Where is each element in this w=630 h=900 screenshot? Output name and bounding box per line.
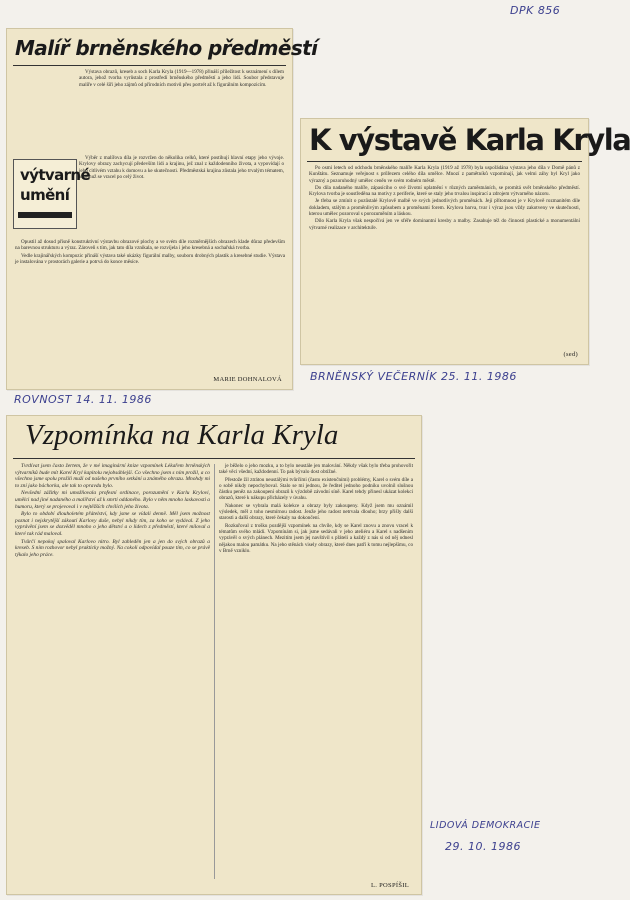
title-rule — [307, 161, 582, 162]
clipping-title: Vzpomínka na Karla Kryla — [25, 419, 339, 451]
clipping-vzpominka — [6, 415, 422, 895]
clipping-column-right — [219, 463, 413, 873]
column-divider — [214, 464, 215, 879]
rubric-line-1: výtvarné — [20, 166, 91, 184]
author-signature: (sed) — [563, 351, 578, 358]
paragraph: Výběr z malířova díla je rozvržen do několika celků, které postihují hlavní etapy jeho vývoje. Krylovy obrazy zachycují především lidi a krajinu, jež znal z každodenního života, a vypovídají o jeho citlivém vztahu k domovu a ke skutečnosti. Předměstská krajina zůstala jeho trvalým tématem, k němuž se vracel po celý život. — [79, 155, 284, 180]
paragraph: Dílo Karla Kryla však nespočívá jen ve sféře dominantní kresby a malby. Zasahuje též do činnosti plastické a monumentální výtvarné realizace v architektuře. — [309, 218, 580, 231]
rubric-box — [13, 159, 91, 229]
clipping-body-top — [79, 69, 284, 153]
source-note-lidova-demokracie: LIDOVÁ DEMOKRACIE — [430, 820, 541, 831]
clipping-body — [309, 165, 580, 345]
author-signature: MARIE DOHNALOVÁ — [213, 376, 282, 383]
paragraph: Je třeba se zmínit o pozůstalé Krylově malbě ve svých jednotlivých proměnách. Její přítomnost je v Krylově rozmanitém díle dokladem, stálým a proměnlivým způsobem a proměnami forem. Krylova barva, tvar i výraz jsou vždy zakotveny ve skutečnosti, kterou umělec pozoroval s porozuměním a láskou. — [309, 198, 580, 218]
clipping-title: K výstavě Karla Kryla — [309, 123, 630, 157]
title-rule — [13, 65, 286, 66]
clipping-title: Malíř brněnského předměstí — [15, 36, 318, 60]
paragraph: Tvůrčí nepokoj spaloval Karlovo nitro. Byl zahleděn jen a jen do svých obrazů a kreseb. S ním rozhovor nebyl prakticky možný. Na cokoli odpovídal pouze tím, co se právě týkalo jeho práce. — [15, 538, 210, 558]
archive-code: DPK 856 — [510, 4, 561, 17]
paragraph: Rozkuřoval z trošku pozdější vzpomínek na chvíle, kdy se Karel znovu a znovu vracel k tématům svého mládí. Vzpomínám si, jak jsme sedávali v jeho ateliéru a Karel s nadšením vyprávěl o svých plánech. Mezitím jsem jej navštívil s přáteli a každý z nás si od něj odnesl nějakou malou památku. Na jeho stěnách visely obrazy, které dnes patří k tomu nejlepšímu, co v Brně vzniklo. — [219, 522, 413, 554]
paragraph: Nevšední zážitky mi umožňovala profesní ordinace, porozumění v Karlu Krylovi, umělci nad jiné nadaného a malířství až k smrti oddaného. Bylo v něm mnoho laskavosti a humoru, který se projevoval i v nejtěžších chvílích jeho života. — [15, 490, 210, 510]
paragraph: je běželo o jeho mozku, a to bylo neustále jen malování. Někdy však bylo třeba prohovořit také věci všední, každodenní. To pak bývalo dost obtížné. — [219, 463, 413, 476]
paragraph: Po osmi letech od odchodu brněnského malíře Karla Kryla (1919 až 1978) byla uspořádána výstava jeho díla v Domě pánů z Kunštátu. Seznamuje veřejnost s průřezem celého díla umělce. Mnozí z pamětníků vzpomínají, jak velmi záhy byl Kryl jako výrazný a pozoruhodný umělec ceněn ve svém rodném městě. — [309, 165, 580, 184]
paragraph: Nakonec se vybrala malá kolekce a obrazy byly zakoupeny. Když jsem mu oznámil výsledek, měl z toho nesmírnou radost. Jenže jeho radost netrvala dlouho; brzy přišly další starosti a další obrazy, které čekaly na dokončení. — [219, 502, 413, 522]
title-rule — [13, 458, 415, 459]
rubric-line-2: umění — [20, 186, 70, 204]
rubric-bar — [18, 212, 72, 218]
paragraph: Bylo to období dlouholetém přátelství, kdy jsme se vídali denně. Měl jsem možnost poznat i nejskrytější zákoutí Karlovy duše, nebyl nikdy tím, za koho se vydával. Z jeho vyprávění jsem se dozvěděl mnoho o jeho dětství a o lidech z předměstí, které miloval a které tak rád maloval. — [15, 511, 210, 537]
clipping-column-left — [15, 463, 210, 883]
paragraph: Do díla nadaného malíře, zápasícího o své životní uplatnění v různých zaměstnáních, se promítá svět brněnského předměstí. Krylova tvorba je soustředěna na motivy z periferie, které se staly jeho trvalou inspirací a zdrojem výtvarného názoru. — [309, 184, 580, 198]
paragraph: Výstava obrazů, kreseb a soch Karla Kryla (1919—1978) přináší příležitost k seznámení s dílem autora, jehož tvorba vyrůstala z prostředí brněnského předměstí a jeho lidí. Soubor představuje malíře v celé šíři jeho zájmů od přírodních motivů přes portrét až k figurálním kompozicím. — [79, 69, 284, 88]
clipping-k-vystave — [300, 118, 630, 365]
clipping-body-right — [79, 155, 284, 235]
paragraph: Tvrdívat jsem často žertem, že v mé imaginární knize vzpomínek Lékařem brněnských výtvarníků bude mít Karel Kryl kapitolu nejobsáhlejší. Co všechno jsem s ním prožil, a co všechno jsme spolu prožili muži od našeho prvního setkání u známého obrazu. Mnohdy mi to zní jako báchorka, ale tak to opravdu bylo. — [15, 463, 210, 489]
clipping-body-bottom — [15, 239, 285, 371]
source-note-rovnost: ROVNOST 14. 11. 1986 — [14, 393, 152, 406]
source-note-date: 29. 10. 1986 — [445, 840, 521, 853]
paragraph: Vedle krajinářských kompozic přináší výstava také ukázky figurální malby, souboru drobných plastik a kresebné studie. Výstava je instalována v prostorách galerie a potrvá do konce měsíce. — [15, 252, 285, 265]
author-signature: L. POSPÍŠIL — [371, 882, 409, 889]
source-note-vecernik: BRNĚNSKÝ VEČERNÍK 25. 11. 1986 — [310, 370, 517, 383]
clipping-malir — [6, 28, 318, 390]
paragraph: Přestože žil ztrátou neustálými tvůrčími (často existenčními) problémy, Karel o svém díle a o sobě nikdy nepochyboval. Stalo se mi jednou, že ředitel jednoho podniku uvolnil slušnou částku peněz na zakoupení obrazů k výzdobě závodní síně. Karel tehdy přinesl ukázat kolekci obrazů, které k nákupu přicházely v úvahu. — [219, 476, 413, 502]
paragraph: Opustil až dosud přísně konstruktivní výstavbu obrazové plochy a ve svém díle rozměrnějších obrazech klade důraz především na barevnou strukturu a výraz. Zároveň s tím, jak tato díla vznikala, se rozvíjela i jeho kresebná a sochařská tvorba. — [15, 239, 285, 252]
